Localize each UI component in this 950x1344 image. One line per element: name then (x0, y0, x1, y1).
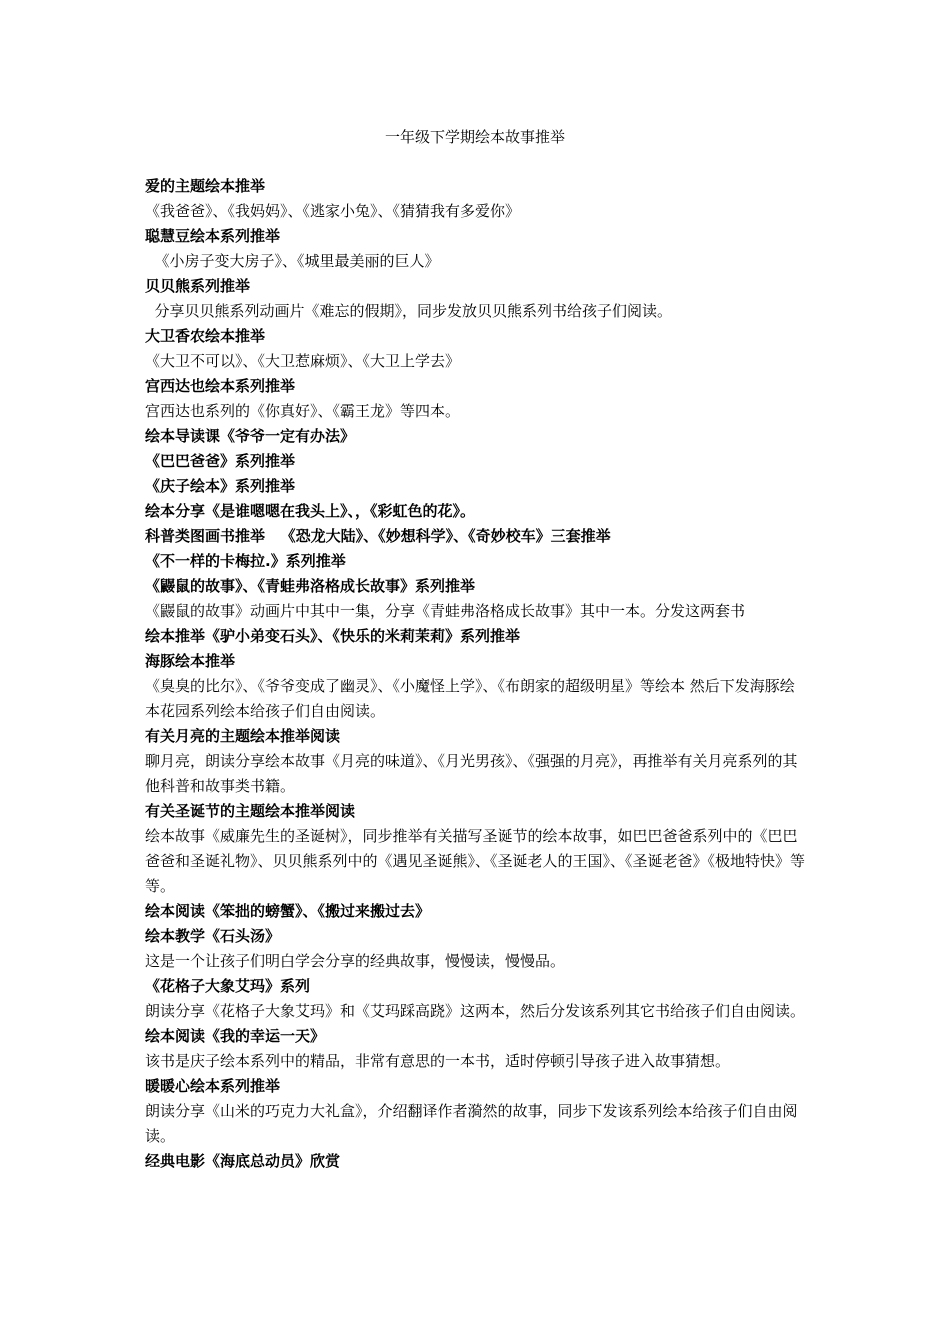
section-heading: 绘本阅读《我的幸运一天》 (145, 1027, 326, 1045)
document-body (145, 174, 805, 1174)
paragraph-text: 聊月亮，朗读分享绘本故事《月亮的味道》、《月光男孩》、《强强的月亮》，再推举有关月亮系列的其他科普和故事类书籍。 (145, 752, 798, 795)
section-heading: 《鼹鼠的故事》、《青蛙弗洛格成长故事》系列推举 (145, 577, 476, 595)
section-heading: 绘本推举《驴小弟变石头》、《快乐的米莉茉莉》系列推举 (145, 627, 521, 645)
section-heading: 大卫香农绘本推举 (145, 327, 266, 345)
document-title: 一年级下学期绘本故事推举 (384, 128, 565, 146)
section-heading: 海豚绘本推举 (145, 652, 236, 670)
section-heading: 绘本分享《是谁嗯嗯在我头上》、，《彩虹色的花》。 (145, 502, 476, 520)
section-heading: 经典电影《海底总动员》欣赏 (145, 1152, 341, 1170)
paragraph-text: 这是一个让孩子们明白学会分享的经典故事，慢慢读，慢慢品。 (145, 952, 566, 970)
section-heading: 暖暖心绘本系列推举 (145, 1077, 281, 1095)
paragraph-text: 朗读分享《山米的巧克力大礼盒》，介绍翻译作者漪然的故事，同步下发该系列绘本给孩子们自由阅读。 (145, 1102, 798, 1145)
section-heading: 宫西达也绘本系列推举 (145, 377, 296, 395)
section-heading: 《花格子大象艾玛》系列 (145, 977, 311, 995)
section-heading: 聪慧豆绘本系列推举 (145, 227, 281, 245)
paragraph-text: 朗读分享《花格子大象艾玛》和《艾玛踩高跷》这两本，然后分发该系列其它书给孩子们自由阅读。 (145, 1002, 806, 1020)
paragraph-text: 《大卫不可以》、《大卫惹麻烦》、《大卫上学去》 (145, 352, 461, 370)
section-heading: 科普类图画书推举 《恐龙大陆》、《妙想科学》、《奇妙校车》三套推举 (145, 527, 611, 545)
paragraph-text: 宫西达也系列的《你真好》、《霸王龙》等四本。 (145, 402, 461, 420)
paragraph-text: 《臭臭的比尔》、《爷爷变成了幽灵》、《小魔怪上学》、《布朗家的超级明星》等绘本 然后下发海豚绘本花园系列绘本给孩子们自由阅读。 (145, 677, 795, 720)
paragraph-text: 绘本故事《威廉先生的圣诞树》，同步推举有关描写圣诞节的绘本故事，如巴巴爸爸系列中的《巴巴爸爸和圣诞礼物》、贝贝熊系列中的《遇见圣诞熊》、《圣诞老人的王国》、《圣诞老爸》《极地特快》等等。 (145, 827, 806, 895)
paragraph-text: 《我爸爸》、《我妈妈》、《逃家小兔》、《猜猜我有多爱你》 (145, 202, 521, 220)
paragraph-text: 该书是庆子绘本系列中的精品，非常有意思的一本书，适时停顿引导孩子进入故事猜想。 (145, 1052, 731, 1070)
section-heading: 绘本导读课《爷爷一定有办法》 (145, 427, 356, 445)
paragraph-text: 《小房子变大房子》、《城里最美丽的巨人》 (145, 252, 440, 270)
section-heading: 《庆子绘本》系列推举 (145, 477, 296, 495)
section-heading: 有关月亮的主题绘本推举阅读 (145, 727, 341, 745)
paragraph-text: 《鼹鼠的故事》动画片中其中一集，分享《青蛙弗洛格成长故事》其中一本。分发这两套书 (145, 602, 746, 620)
section-heading: 有关圣诞节的主题绘本推举阅读 (145, 802, 356, 820)
section-heading: 绘本阅读《笨拙的螃蟹》、《搬过来搬过去》 (145, 902, 431, 920)
paragraph-text: 分享贝贝熊系列动画片《难忘的假期》，同步发放贝贝熊系列书给孩子们阅读。 (145, 302, 673, 320)
section-heading: 《巴巴爸爸》系列推举 (145, 452, 296, 470)
section-heading: 贝贝熊系列推举 (145, 277, 251, 295)
section-heading: 《不一样的卡梅拉.》系列推举 (145, 552, 346, 570)
section-heading: 爱的主题绘本推举 (145, 177, 266, 195)
section-heading: 绘本教学《石头汤》 (145, 927, 281, 945)
